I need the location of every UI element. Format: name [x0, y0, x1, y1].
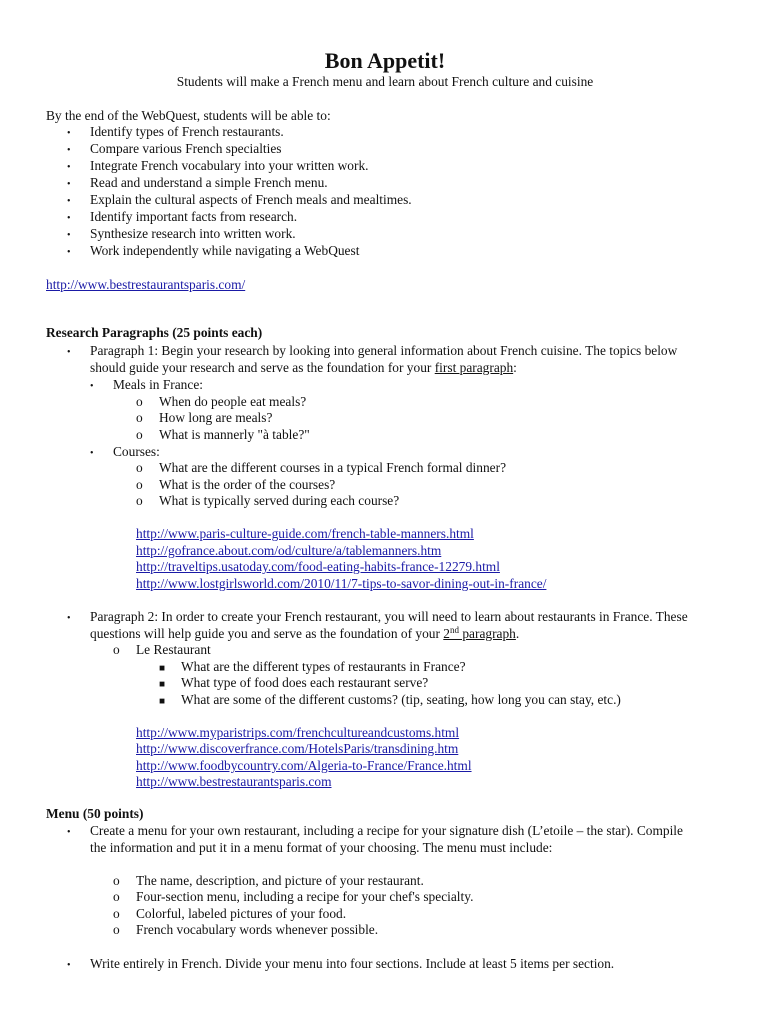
paragraph1-line1: Paragraph 1: Begin your research by looking into general information about French cuisine. The topics below	[90, 343, 678, 358]
list-item: o	[136, 493, 143, 508]
foodbycountry-link[interactable]: http://www.foodbycountry.com/Algeria-to-France/France.html	[136, 758, 472, 773]
list-item: •	[67, 247, 71, 258]
list-item: •	[67, 128, 71, 139]
menu-heading: Menu (50 points)	[46, 806, 144, 821]
list-item: •	[67, 162, 71, 173]
list-item: o	[136, 410, 143, 425]
list-item: o	[113, 922, 120, 937]
courses-question: What are the different courses in a typical French formal dinner?	[159, 460, 507, 475]
objective-text: Identify important facts from research.	[90, 209, 298, 224]
first-paragraph-underline: first paragraph	[434, 360, 514, 375]
objective-text: Compare various French specialties	[90, 141, 282, 156]
menu-requirement: The name, description, and picture of your restaurant.	[136, 873, 424, 888]
objective-text: Explain the cultural aspects of French meals and mealtimes.	[90, 192, 412, 207]
usatoday-link[interactable]: http://traveltips.usatoday.com/food-eating-habits-france-12279.html	[136, 559, 500, 574]
list-item: o	[113, 642, 120, 657]
meals-label: Meals in France:	[113, 377, 203, 392]
courses-question: What is typically served during each course?	[159, 493, 400, 508]
meals-question: How long are meals?	[159, 410, 273, 425]
paragraph2-line2: questions will help guide you and serve as the foundation of your 2nd paragraph.	[90, 625, 520, 641]
bestrestaurants-link[interactable]: http://www.bestrestaurantsparis.com/	[46, 277, 246, 292]
list-item: ■	[159, 696, 166, 707]
second-paragraph-underline: 2nd paragraph	[443, 625, 516, 641]
list-item: •	[67, 213, 71, 224]
objective-text: Read and understand a simple French menu.	[90, 175, 328, 190]
list-item: o	[136, 477, 143, 492]
menu-requirement: French vocabulary words whenever possible.	[136, 922, 379, 937]
restaurant-question: What are some of the different customs? (tip, seating, how long you can stay, etc.)	[181, 692, 621, 707]
meals-question: What is mannerly "à table?"	[159, 427, 310, 442]
menu-requirement: Colorful, labeled pictures of your food.	[136, 906, 347, 921]
list-item: •	[67, 196, 71, 207]
list-item: o	[113, 873, 120, 888]
page-subtitle: Students will make a French menu and learn about French culture and cuisine	[176, 74, 594, 89]
paragraph1-line2: should guide your research and serve as the foundation for your first paragraph:	[90, 360, 517, 375]
bestrestaurantsparis-link[interactable]: http://www.bestrestaurantsparis.com	[136, 774, 332, 789]
gofrance-link[interactable]: http://gofrance.about.com/od/culture/a/tablemanners.htm	[136, 543, 442, 558]
courses-question: What is the order of the courses?	[159, 477, 336, 492]
list-item: ■	[159, 679, 166, 690]
list-item: o	[136, 460, 143, 475]
list-item: •	[90, 448, 94, 459]
list-item: o	[136, 427, 143, 442]
menu-final-instruction: Write entirely in French. Divide your menu into four sections. Include at least 5 items per section.	[90, 956, 615, 971]
list-item: o	[113, 906, 120, 921]
restaurant-question: What are the different types of restaurants in France?	[181, 659, 466, 674]
menu-requirement: Four-section menu, including a recipe for your chef's specialty.	[136, 889, 474, 904]
page-title: Bon Appetit!	[324, 48, 446, 73]
list-item: ■	[159, 663, 166, 674]
objective-text: Work independently while navigating a WebQuest	[90, 243, 360, 258]
table-manners-link[interactable]: http://www.paris-culture-guide.com/french-table-manners.html	[136, 526, 474, 541]
list-item: •	[67, 230, 71, 241]
restaurant-question: What type of food does each restaurant serve?	[181, 675, 429, 690]
menu-line1: Create a menu for your own restaurant, including a recipe for your signature dish (L’etoile – the star). Compile	[90, 823, 683, 838]
list-item: •	[90, 381, 94, 392]
restaurant-label: Le Restaurant	[136, 642, 211, 657]
myparistrips-link[interactable]: http://www.myparistrips.com/frenchcultureandcustoms.html	[136, 725, 460, 740]
meals-question: When do people eat meals?	[159, 394, 307, 409]
objective-text: Integrate French vocabulary into your written work.	[90, 158, 369, 173]
list-item: •	[67, 145, 71, 156]
list-item: •	[67, 827, 71, 838]
research-heading: Research Paragraphs (25 points each)	[46, 325, 263, 340]
menu-line2: the information and put it in a menu format of your choosing. The menu must include:	[90, 840, 553, 855]
list-item: •	[67, 960, 71, 971]
list-item: o	[113, 889, 120, 904]
objectives-intro: By the end of the WebQuest, students will be able to:	[46, 108, 331, 123]
objective-text: Synthesize research into written work.	[90, 226, 296, 241]
objective-text: Identify types of French restaurants.	[90, 124, 284, 139]
list-item: •	[67, 347, 71, 358]
list-item: •	[67, 179, 71, 190]
discoverfrance-link[interactable]: http://www.discoverfrance.com/HotelsParis/transdining.htm	[136, 741, 459, 756]
paragraph2-line1: Paragraph 2: In order to create your French restaurant, you will need to learn about restaurants in France. These	[90, 609, 688, 624]
list-item: •	[67, 613, 71, 624]
courses-label: Courses:	[113, 444, 160, 459]
list-item: o	[136, 394, 143, 409]
lostgirlsworld-link[interactable]: http://www.lostgirlsworld.com/2010/11/7-tips-to-savor-dining-out-in-france/	[136, 576, 547, 591]
